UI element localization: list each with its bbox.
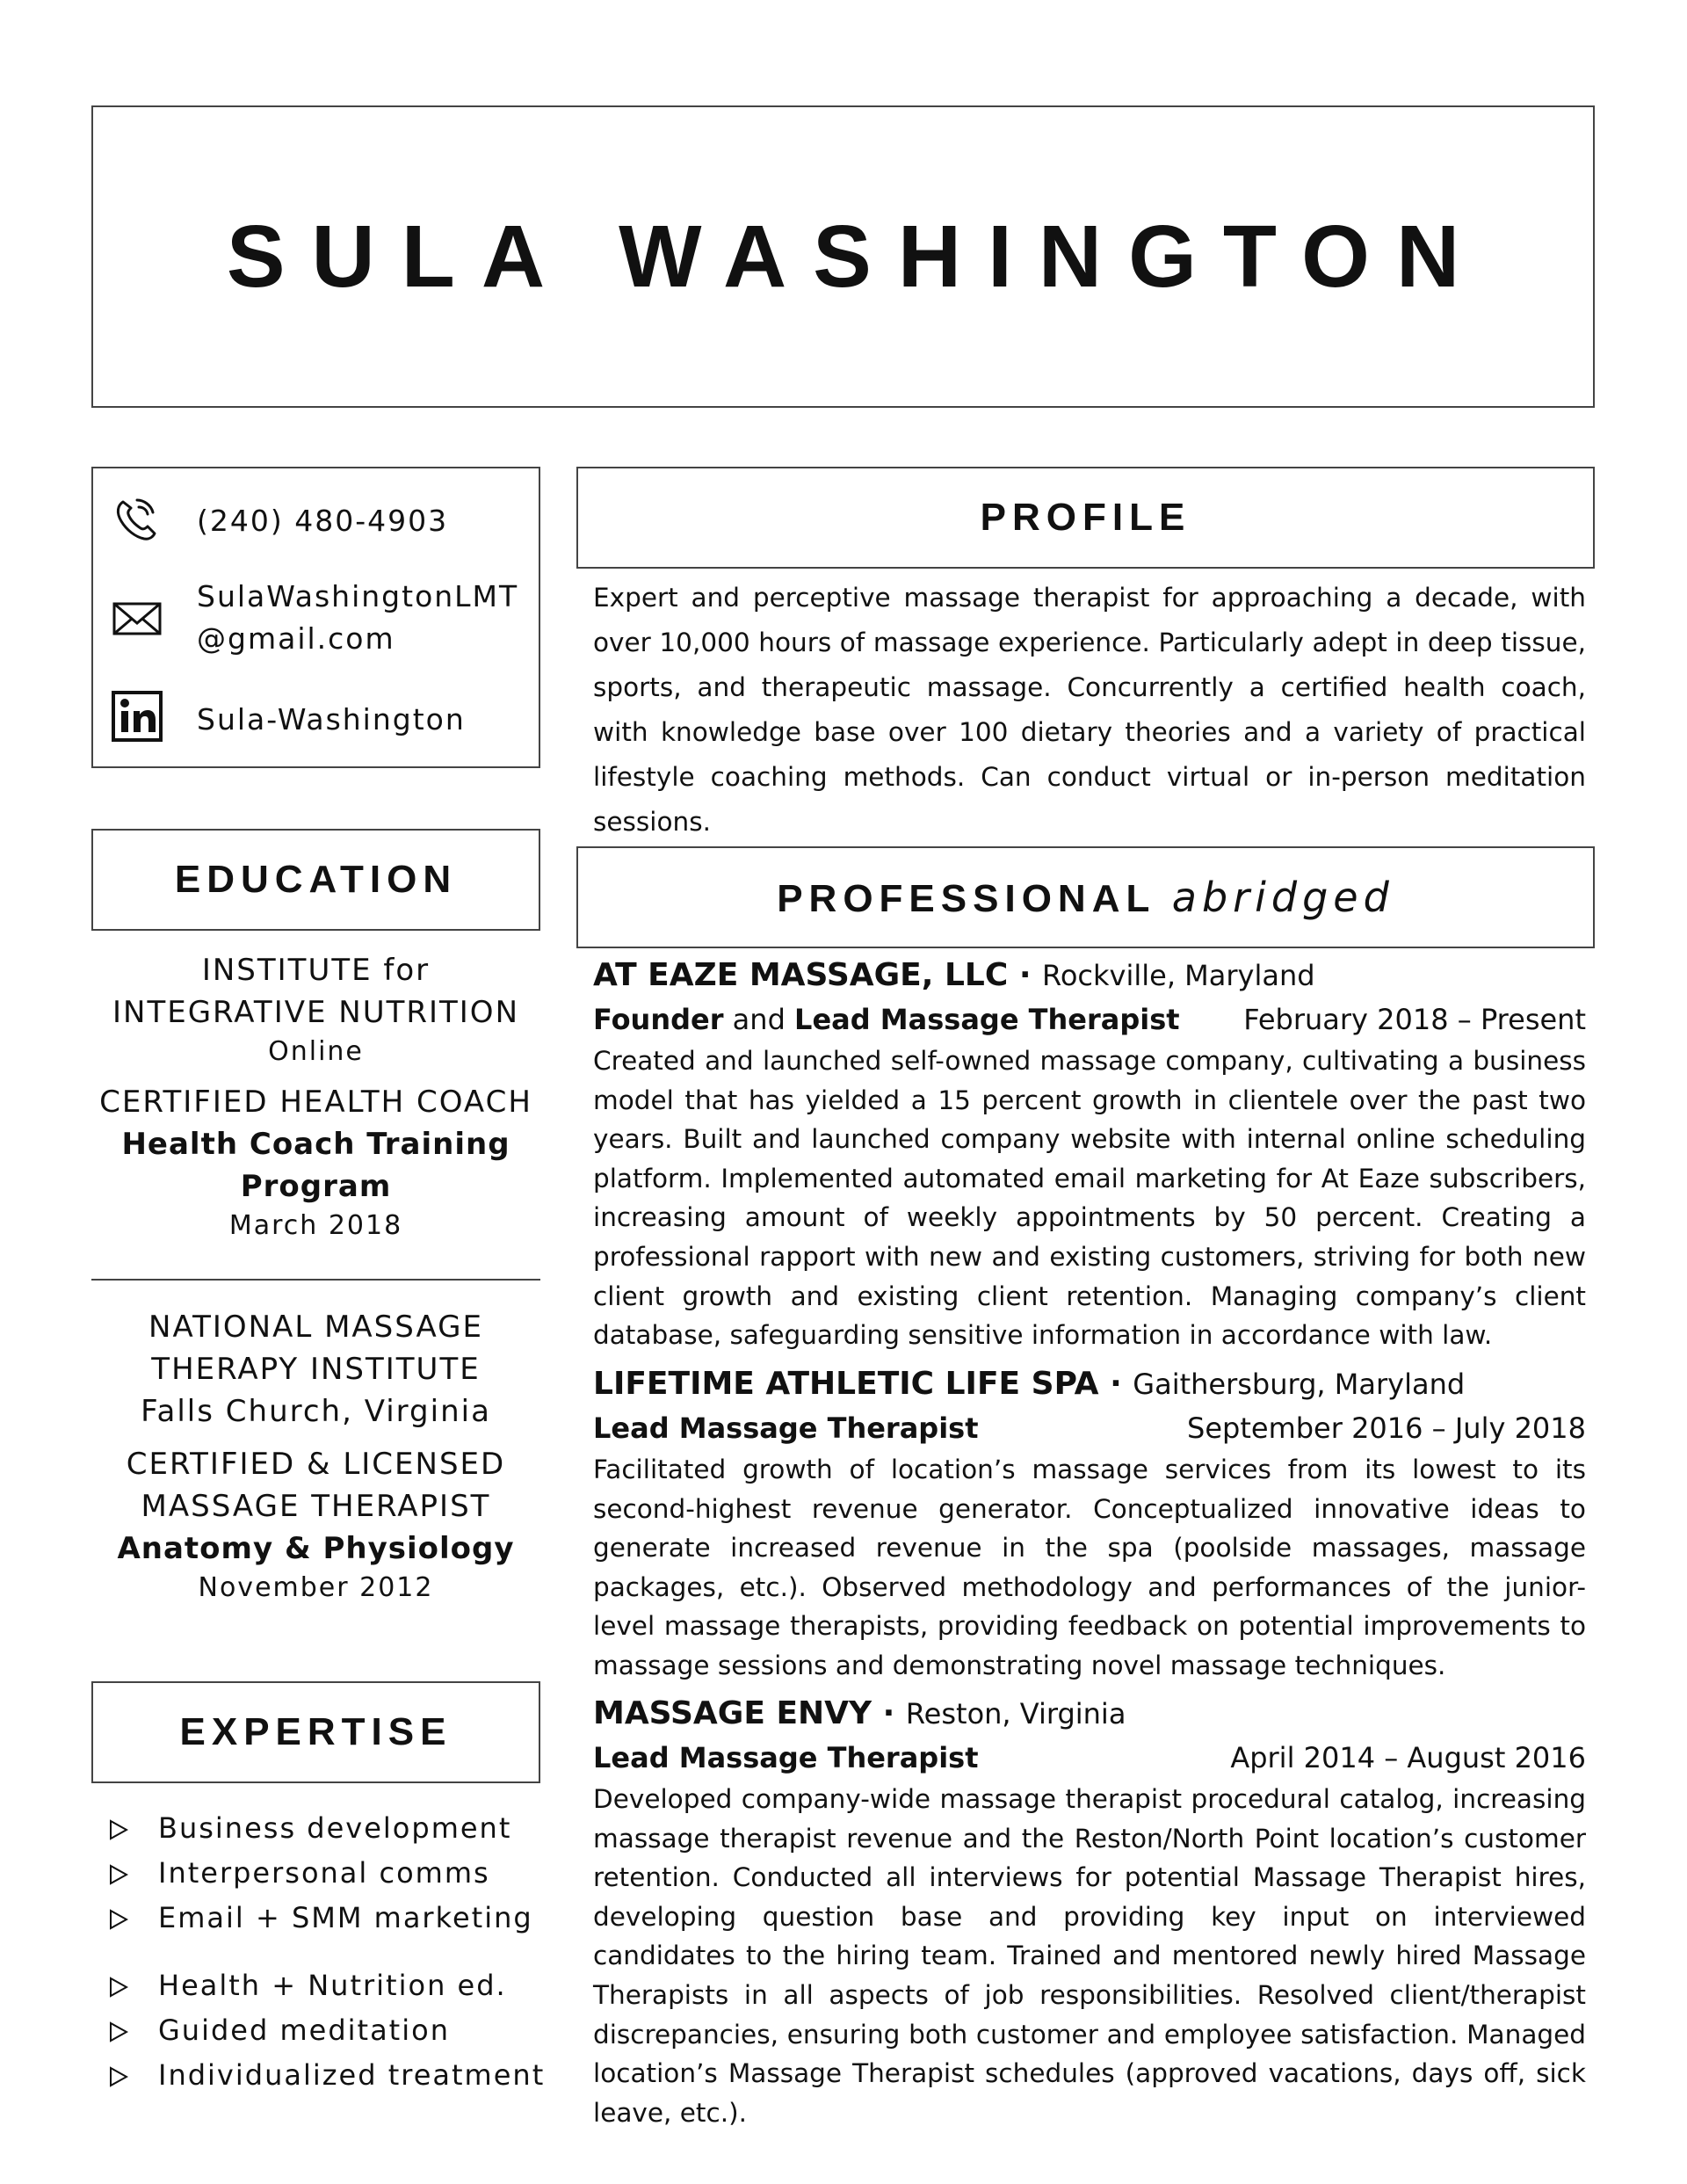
list-item — [105, 1806, 545, 1851]
job-title-line: AT EAZE MASSAGE, LLC · Rockville, Maryland — [593, 957, 1315, 993]
credential-line-2: MASSAGE THERAPIST — [141, 1489, 491, 1524]
company-location: Rockville, Maryland — [1042, 959, 1315, 992]
phone-number[interactable]: (240) 480-4903 — [197, 504, 449, 538]
company-name: AT EAZE MASSAGE, LLC — [593, 957, 1009, 993]
profile-heading: PROFILE — [980, 496, 1191, 539]
list-item — [105, 2008, 545, 2053]
job-entry — [593, 1362, 1586, 1686]
job-dates: April 2014 – August 2016 — [1230, 1741, 1586, 1774]
triangle-bullet-icon — [109, 1864, 128, 1885]
school-name-line-2: INTEGRATIVE NUTRITION — [112, 995, 519, 1030]
triangle-bullet-icon — [109, 1909, 128, 1930]
phone-icon — [111, 493, 163, 546]
linkedin-icon — [111, 690, 163, 743]
role-join: and — [723, 1003, 795, 1036]
company-location: Reston, Virginia — [905, 1697, 1126, 1731]
expertise-label: Business development — [158, 1811, 512, 1845]
company-name: MASSAGE ENVY — [593, 1695, 872, 1731]
program: Anatomy & Physiology — [117, 1531, 515, 1566]
email-line-1[interactable]: SulaWashingtonLMT — [197, 579, 519, 613]
role-part-2: Lead Massage Therapist — [794, 1003, 1180, 1036]
expertise-label: Guided meditation — [158, 2013, 450, 2047]
credential: CERTIFIED HEALTH COACH — [99, 1085, 532, 1120]
profile-summary: Expert and perceptive massage therapist for approaching a decade, with over 10,000 hours of massage experience. Particularly adept in deep tissue, sports, and therapeutic massage. Concurrently a certified health coach, with knowledge base over 100 dietary theories and a variety of practical lifestyle coaching methods. Can conduct virtual or in-person meditation sessions. — [593, 583, 1586, 837]
education-section-header — [91, 829, 540, 931]
company-location: Gaithersburg, Maryland — [1133, 1368, 1466, 1401]
name-header — [91, 105, 1595, 408]
list-item — [105, 2053, 545, 2098]
education-entry — [91, 1306, 540, 1607]
contact-box — [91, 467, 540, 768]
mail-icon — [111, 591, 163, 644]
list-item — [105, 1963, 545, 2008]
education-date: November 2012 — [198, 1572, 434, 1603]
expertise-label: Health + Nutrition ed. — [158, 1969, 507, 2002]
job-role-line — [593, 1406, 1586, 1450]
expertise-label: Individualized treatment — [158, 2058, 546, 2092]
linkedin-handle[interactable]: Sula-Washington — [197, 702, 466, 736]
school-location: Online — [268, 1036, 364, 1067]
professional-section-header — [576, 846, 1595, 948]
education-heading: EDUCATION — [174, 858, 458, 901]
job-dates: September 2016 – July 2018 — [1187, 1411, 1586, 1445]
professional-heading-suffix: abridged — [1171, 874, 1394, 921]
school-location: Falls Church, Virginia — [141, 1394, 491, 1429]
job-description: Developed company-wide massage therapist procedural catalog, increasing massage therapist revenue and the Reston/North Point location’s customer retention. Conducted all interviews for potential Massage Therapist hires, developing question base and providing key input on interviewed candidates to the hiring team. Trained and mentored newly hired Massage Therapists in all aspects of job responsibilities. Resolved client/therapist discrepancies, ensuring both customer and employee satisfaction. Managed location’s Massage Therapist schedules (approved vacations, days off, sick leave, etc.). — [593, 1784, 1586, 2128]
email-line-2[interactable]: @gmail.com — [197, 621, 395, 656]
education-entry — [91, 949, 540, 1244]
job-description: Facilitated growth of location’s massage services from its lowest to its second-highest revenue generator. Conceptualized innovative ideas to generate increased revenue in the spa (poolside massages, massage packages, etc.). Observed methodology and performances of the junior-level massage therapists, providing feedback on potential improvements to massage sessions and demonstrating novel massage techniques. — [593, 1455, 1586, 1680]
triangle-bullet-icon — [109, 2021, 128, 2043]
education-date: March 2018 — [228, 1210, 403, 1241]
job-title-line: LIFETIME ATHLETIC LIFE SPA · Gaithersburg, Maryland — [593, 1366, 1466, 1402]
job-role — [593, 998, 1180, 1041]
school-name — [91, 949, 540, 991]
school-name-rest: for — [372, 953, 431, 988]
role-part-1: Founder — [593, 1003, 724, 1036]
expertise-section-header — [91, 1681, 540, 1783]
professional-heading — [777, 874, 1394, 921]
list-item — [105, 1896, 545, 1941]
triangle-bullet-icon — [109, 1819, 128, 1840]
school-name: NATIONAL MASSAGE — [148, 1310, 483, 1345]
job-role-line — [593, 998, 1586, 1041]
job-entry — [593, 1692, 1586, 2132]
school-name-line-2: THERAPY INSTITUTE — [151, 1352, 481, 1387]
program-line-1: Health Coach Training — [121, 1127, 510, 1162]
list-item — [105, 1851, 545, 1896]
job-description: Created and launched self-owned massage company, cultivating a business model that has yielded a 15 percent growth in clientele over the past two years. Built and launched company website with internal online scheduling platform. Implemented automated email marketing for At Eaze subscribers, increasing amount of weekly appointments by 50 percent. Creating a professional rapport with new and existing customers, striving for both new client growth and existing client retention. Managing company’s client database, safeguarding sensitive information in accordance with law. — [593, 1046, 1586, 1351]
expertise-list — [105, 1806, 545, 2098]
job-role: Lead Massage Therapist — [593, 1741, 979, 1774]
job-title-line: MASSAGE ENVY · Reston, Virginia — [593, 1695, 1126, 1731]
school-name-caps: INSTITUTE — [201, 953, 373, 988]
job-role-line — [593, 1736, 1586, 1780]
professional-heading-main: PROFESSIONAL — [777, 877, 1155, 920]
program-line-2: Program — [240, 1169, 392, 1204]
job-role: Lead Massage Therapist — [593, 1411, 979, 1445]
triangle-bullet-icon — [109, 2066, 128, 2087]
candidate-name: SULA WASHINGTON — [226, 207, 1487, 306]
profile-section-header — [576, 467, 1595, 569]
company-name: LIFETIME ATHLETIC LIFE SPA — [593, 1366, 1099, 1402]
education-divider — [91, 1279, 540, 1281]
job-dates: February 2018 – Present — [1243, 1003, 1586, 1036]
expertise-heading: EXPERTISE — [179, 1710, 453, 1753]
job-entry — [593, 954, 1586, 1355]
education-list — [91, 949, 540, 1607]
expertise-label: Interpersonal comms — [158, 1856, 490, 1890]
expertise-label: Email + SMM marketing — [158, 1901, 533, 1934]
triangle-bullet-icon — [109, 1977, 128, 1998]
credential-line-1: CERTIFIED & LICENSED — [126, 1447, 506, 1482]
